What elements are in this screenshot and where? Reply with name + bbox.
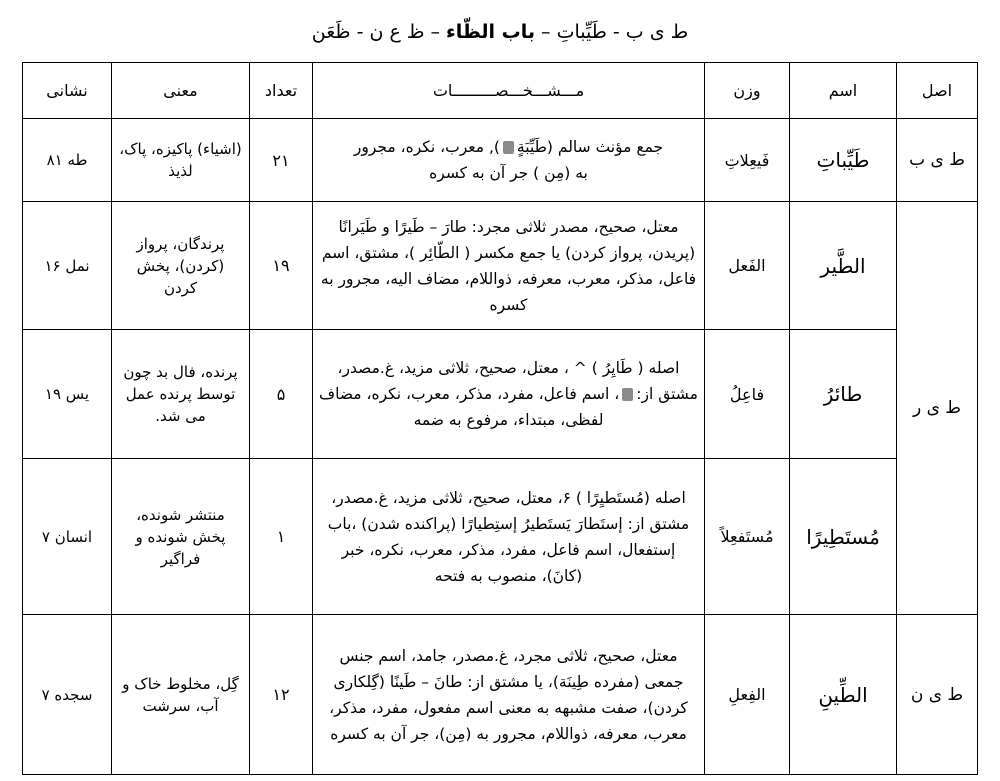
pattern-cell: مُستَفعِلاً	[705, 459, 790, 615]
table-row	[23, 119, 978, 202]
description-cell: اصله (مُستَطیِرًا ) ۶، معتل، صحیح، ثلاثی مزید، غ.مصدر، مشتق از: إستَطارَ یَستَطیرُ إستِطیارًا (پراکنده شدن) ،باب إستفعال، اسم فاعل، مفرد، مذکر، معرب، نکره، خبر (کانَ)، منصوب به فتحه	[313, 459, 705, 615]
noun-cell: طَیِّباتِ	[790, 119, 897, 202]
header-prefix: ط ی ب - طَیِّباتِ –	[535, 21, 689, 43]
count-cell: ۱	[250, 459, 313, 615]
col-header-meaning: معنی	[112, 63, 250, 119]
count-cell: ۵	[250, 330, 313, 459]
missing-glyph-icon	[503, 141, 514, 154]
description-text-b: ، اسم فاعل، مفرد، مذکر، معرب، نکره، مضاف لفظی، مبتداء، مرفوع به ضمه	[319, 385, 620, 429]
noun-cell: مُستَطِیرًا	[790, 459, 897, 615]
word-analysis-table	[22, 62, 978, 775]
reference-cell: سجده ۷	[23, 615, 112, 775]
header-chapter-title: باب الظّاء	[446, 21, 535, 43]
table-row	[23, 330, 978, 459]
meaning-cell: گِل، مخلوط خاک و آب، سرشت	[112, 615, 250, 775]
col-header-description: مـــشـــخـــصـــــــــات	[313, 63, 705, 119]
noun-cell: طائرُ	[790, 330, 897, 459]
pattern-cell: فَیعِلاتِ	[705, 119, 790, 202]
col-header-root: اصل	[897, 63, 978, 119]
col-header-noun: اسم	[790, 63, 897, 119]
root-cell: ط ی ب	[897, 119, 978, 202]
reference-cell: انسان ۷	[23, 459, 112, 615]
meaning-cell: پرنده، فال بد چون توسط پرنده عمل می شد.	[112, 330, 250, 459]
pattern-cell: الفِعلِ	[705, 615, 790, 775]
table-row	[23, 615, 978, 775]
page-header	[0, 18, 1000, 46]
meaning-cell: (اشیاء) پاکیزه، پاک، لذیذ	[112, 119, 250, 202]
reference-cell: طه ۸۱	[23, 119, 112, 202]
header-suffix: – ظ ع ن - ظَعَن	[311, 21, 447, 43]
missing-glyph-icon	[622, 388, 633, 401]
col-header-count: تعداد	[250, 63, 313, 119]
header-row	[23, 63, 978, 119]
meaning-cell: پرندگان، پرواز (کردن)، پخش کردن	[112, 202, 250, 330]
meaning-cell: منتشر شونده، پخش شونده و فراگیر	[112, 459, 250, 615]
description-text-c: به (مِن ) جر آن به کسره	[429, 164, 588, 182]
pattern-cell: فاعِلُ	[705, 330, 790, 459]
root-cell: ط ی ن	[897, 615, 978, 775]
noun-cell: الطِّینِ	[790, 615, 897, 775]
reference-cell: نمل ۱۶	[23, 202, 112, 330]
description-cell: معتل، صحیح، مصدر ثلاثی مجرد: طارَ – طَیرًا و طَیَرانًا (پریدن، پرواز کردن) یا جمع مکسر ( الطّائِر )، مشتق، اسم فاعل، مذکر، معرب، معرفه، ذواللام، مضاف الیه، مجرور به کسره	[313, 202, 705, 330]
col-header-pattern: وزن	[705, 63, 790, 119]
pattern-cell: الفَعل	[705, 202, 790, 330]
count-cell: ۱۲	[250, 615, 313, 775]
description-text-a: اصله ( طَایِرُ ) ^ ، معتل، صحیح، ثلاثی مزید، غ.مصدر، مشتق از:	[337, 359, 698, 403]
reference-cell: یس ۱۹	[23, 330, 112, 459]
description-cell	[313, 330, 705, 459]
description-cell	[313, 119, 705, 202]
table-row	[23, 459, 978, 615]
count-cell: ۱۹	[250, 202, 313, 330]
count-cell: ۲۱	[250, 119, 313, 202]
root-cell: ط ی ر	[897, 202, 978, 615]
description-cell: معتل، صحیح، ثلاثی مجرد، غ.مصدر، جامد، اسم جنس جمعی (مفرده طِینَة)، یا مشتق از: طانَ – طَینًا (گِلکاری کردن)، صفت مشبهه به معنی اسم مفعول، مفرد، مذکر، معرب، معرفه، ذواللام، مجرور به (مِن)، جر آن به کسره	[313, 615, 705, 775]
description-text-a: جمع مؤنث سالم (طَیِّبَةٍ	[516, 138, 664, 156]
description-text-b: ), معرب، نکره، مجرور	[353, 138, 500, 156]
noun-cell: الطَّیر	[790, 202, 897, 330]
col-header-reference: نشانی	[23, 63, 112, 119]
table-row	[23, 202, 978, 330]
